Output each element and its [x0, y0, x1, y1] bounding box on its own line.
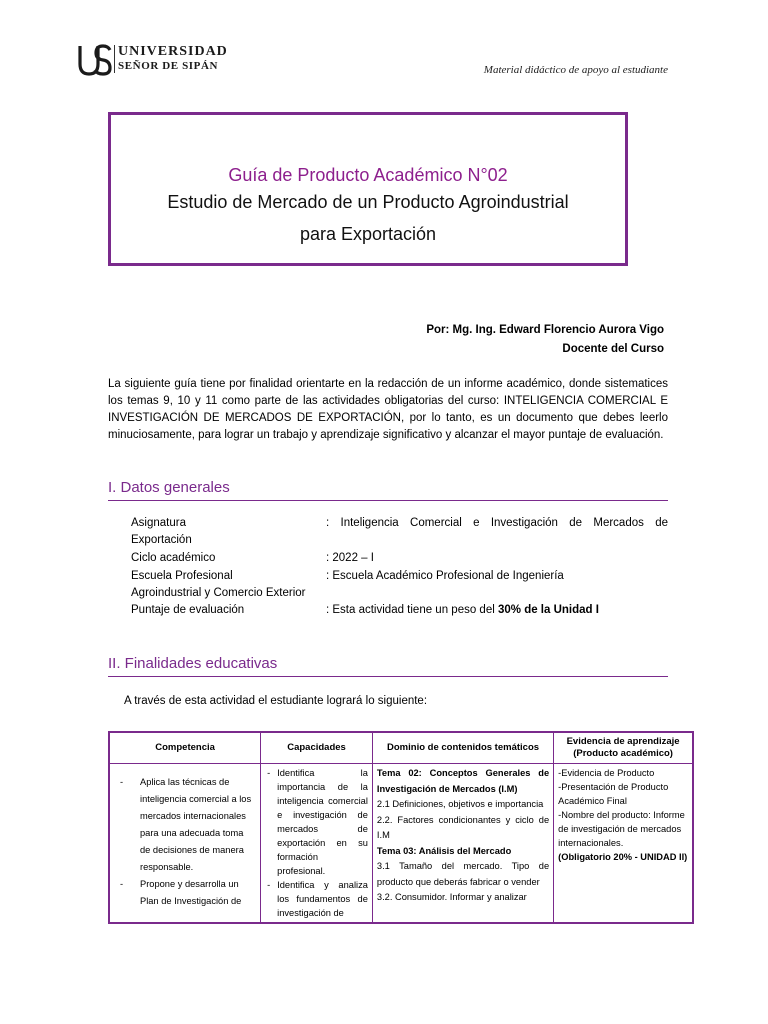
escuela-value: : Escuela Académico Profesional de Ingeniería [326, 570, 564, 582]
table-header-row [109, 732, 693, 764]
dominio-cell [372, 764, 553, 924]
evidencia-line: -Nombre del producto: Informe de investigación de mercados internacionales. [558, 810, 685, 848]
section-heading-datos-generales: I. Datos generales [108, 479, 230, 496]
table-header: Evidencia de aprendizaje (Producto académico) [554, 732, 693, 764]
table-header: Capacidades [261, 732, 373, 764]
table-header: Dominio de contenidos temáticos [372, 732, 553, 764]
puntaje-label: Puntaje de evaluación [131, 604, 245, 616]
tema-item: 3.1 Tamaño del mercado. Tipo de producto que deberás fabricar o vender [376, 861, 550, 887]
header-note: Material didáctico de apoyo al estudiante [483, 64, 668, 76]
list-item: - Identifica la importancia de la inteligencia comercial e investigación de mercados de exportación en su formación profesional. [265, 766, 368, 878]
evidencia-cell [554, 764, 693, 924]
section-divider [108, 676, 668, 677]
section-heading-finalidades: II. Finalidades educativas [108, 655, 278, 672]
document-subtitle-line-1: Estudio de Mercado de un Producto Agroindustrial [167, 192, 569, 212]
tema-03-heading: Tema 03: Análisis del Mercado [376, 845, 512, 856]
document-title: Guía de Producto Académico N°02 [228, 165, 508, 185]
tema-item: 2.2. Factores condicionantes y ciclo de I.M [376, 814, 550, 840]
university-name: UNIVERSIDAD [118, 44, 228, 59]
section-divider [108, 500, 668, 501]
tema-item: 2.1 Definiciones, objetivos e importancia [376, 799, 544, 809]
author-role: Docente del Curso [562, 343, 664, 355]
university-logo-icon [78, 44, 112, 76]
evidencia-line: -Evidencia de Producto [558, 768, 655, 778]
capacidades-cell [261, 764, 373, 924]
puntaje-value-text: : Esta actividad tiene un peso del [326, 604, 498, 616]
intro-paragraph: La siguiente guía tiene por finalidad orientarte en la redacción de un informe académico, donde sistematices los temas 9, 10 y 11 como parte de las actividades obligatorias del curso: INTELIGENCIA COMERCIAL E INVESTIGACIÓN DE MERCADOS DE EXPORTACIÓN, por lo tanto, es un documento que debes leerlo minuciosamente, para lograr un trabajo y aprendizaje significativo y alcanzar el mayor puntaje de evaluación. [108, 378, 668, 441]
list-item: - Propone y desarrolla un Plan de Investigación de [114, 876, 256, 910]
asignatura-value: : Inteligencia Comercial e Investigación de Mercados de [326, 517, 668, 529]
section2-intro: A través de esta actividad el estudiante logrará lo siguiente: [124, 695, 428, 707]
table-row [109, 764, 693, 924]
puntaje-value [326, 602, 599, 619]
list-item: - Identifica y analiza los fundamentos de investigación de [265, 878, 368, 920]
evidencia-line: -Presentación de Producto Académico Final [558, 782, 669, 806]
table-header: Competencia [109, 732, 261, 764]
tema-02-heading: Tema 02: Conceptos Generales de Investigación de Mercados (I.M) [376, 768, 550, 794]
document-subtitle-line-2: para Exportación [299, 224, 437, 244]
ciclo-label: Ciclo académico [131, 552, 216, 564]
author-name: Por: Mg. Ing. Edward Florencio Aurora Vigo [426, 324, 664, 336]
asignatura-label: Asignatura [131, 517, 186, 529]
asignatura-value-cont: Exportación [131, 534, 192, 546]
evidencia-weight: (Obligatorio 20% - UNIDAD II) [558, 852, 688, 862]
list-item: - Aplica las técnicas de inteligencia comercial a los mercados internacionales para una adecuada toma de decisiones de manera responsable. [114, 774, 256, 876]
competencia-cell [109, 764, 261, 924]
tema-item: 3.2. Consumidor. Informar y analizar [376, 892, 527, 902]
escuela-label: Escuela Profesional [131, 570, 233, 582]
competencies-table [108, 731, 694, 924]
university-subtitle: SEÑOR DE SIPÁN [118, 60, 219, 72]
ciclo-value: : 2022 – I [326, 552, 374, 564]
escuela-value-cont: Agroindustrial y Comercio Exterior [131, 587, 306, 599]
puntaje-value-bold: 30% de la Unidad I [497, 604, 599, 616]
logo-separator [114, 45, 115, 73]
